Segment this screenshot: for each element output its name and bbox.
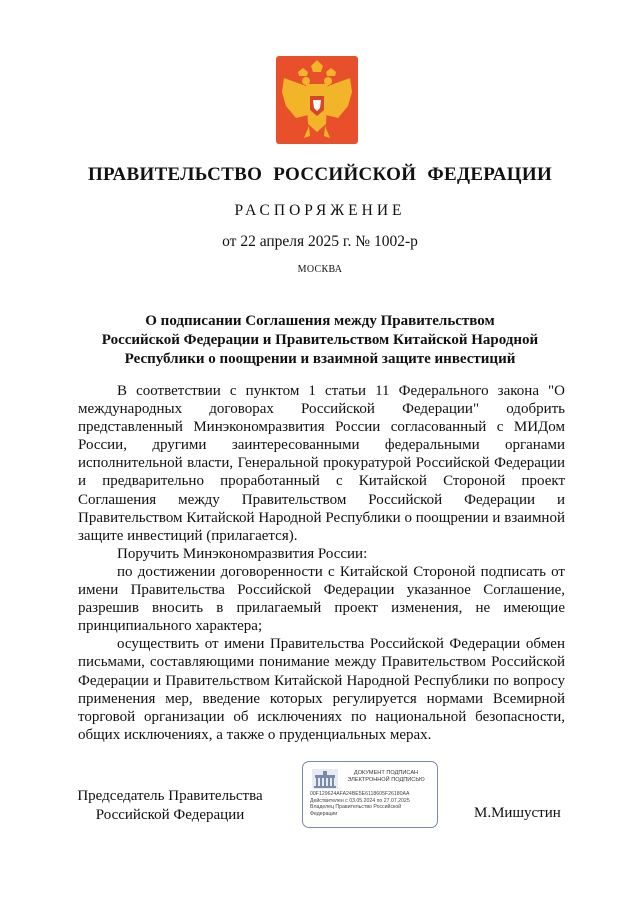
document-title — [60, 312, 580, 369]
title-line: Российской Федерации и Правительством Китайской Народной — [101, 332, 539, 348]
stamp-title-line: ДОКУМЕНТ ПОДПИСАН — [353, 770, 419, 776]
stamp-details — [310, 791, 436, 817]
signer-position-line: Российской Федерации — [95, 807, 245, 823]
document-body — [78, 382, 565, 744]
signer-name: М.Мишустин — [474, 805, 561, 821]
certificate-owner: Владелец Правительство Российской — [310, 804, 402, 811]
title-line: Республики о поощрении и взаимной защите инвестиций — [124, 351, 516, 367]
date-and-number: от 22 апреля 2025 г. № 1002-р — [222, 233, 418, 250]
government-building-icon — [311, 768, 339, 790]
certificate-owner: Федерации — [310, 810, 338, 817]
paragraph: осуществить от имени Правительства Российской Федерации обмен письмами, составляющими понимание между Правительством Российской Федерации и Правительством Китайской Народной Республики по вопросу применения мер, введение которых регулируется нормами Всемирной торговой организации об исключениях по национальной безопасности, общих исключениях, а также о пруденциальных мерах. — [78, 636, 565, 743]
coat-of-arms-emblem — [276, 56, 358, 144]
signer-position — [70, 787, 270, 825]
certificate-number: 00F129624AFA24BE5E6118605F26180AA — [310, 791, 410, 797]
stamp-title-line: ЭЛЕКТРОННОЙ ПОДПИСЬЮ — [347, 777, 425, 783]
signer-position-line: Председатель Правительства — [77, 788, 263, 804]
paragraph: В соответствии с пунктом 1 статьи 11 Федерального закона "О международных договорах Российской Федерации" одобрить представленный Минэкономразвития России согласованный с МИДом России, другими заинтересованными федеральными органами исполнительной власти, Генеральной прокуратурой Российской Федерации и предварительно проработанный с Китайской Стороной проект Соглашения между Правительством Российской Федерации и Правительством Китайской Народной Республики о поощрении и взаимной защите инвестиций (прилагается). — [78, 383, 565, 544]
government-heading: ПРАВИТЕЛЬСТВО РОССИЙСКОЙ ФЕДЕРАЦИИ — [87, 164, 553, 185]
paragraph: Поручить Минэкономразвития России: — [117, 545, 368, 562]
validity-period: Действителен с 03.05.2024 по 27.07.2025 — [310, 797, 410, 804]
electronic-signature-stamp — [302, 761, 438, 828]
document-type: РАСПОРЯЖЕНИЕ — [234, 202, 406, 219]
paragraph: по достижении договоренности с Китайской Стороной подписать от имени Правительства Российской Федерации указанное Соглашение, разрешив вносить в прилагаемый проект изменения, не имеющие принципиального характера; — [78, 563, 565, 635]
stamp-title — [341, 770, 431, 784]
city: МОСКВА — [297, 264, 343, 275]
title-line: О подписании Соглашения между Правительством — [145, 313, 495, 329]
